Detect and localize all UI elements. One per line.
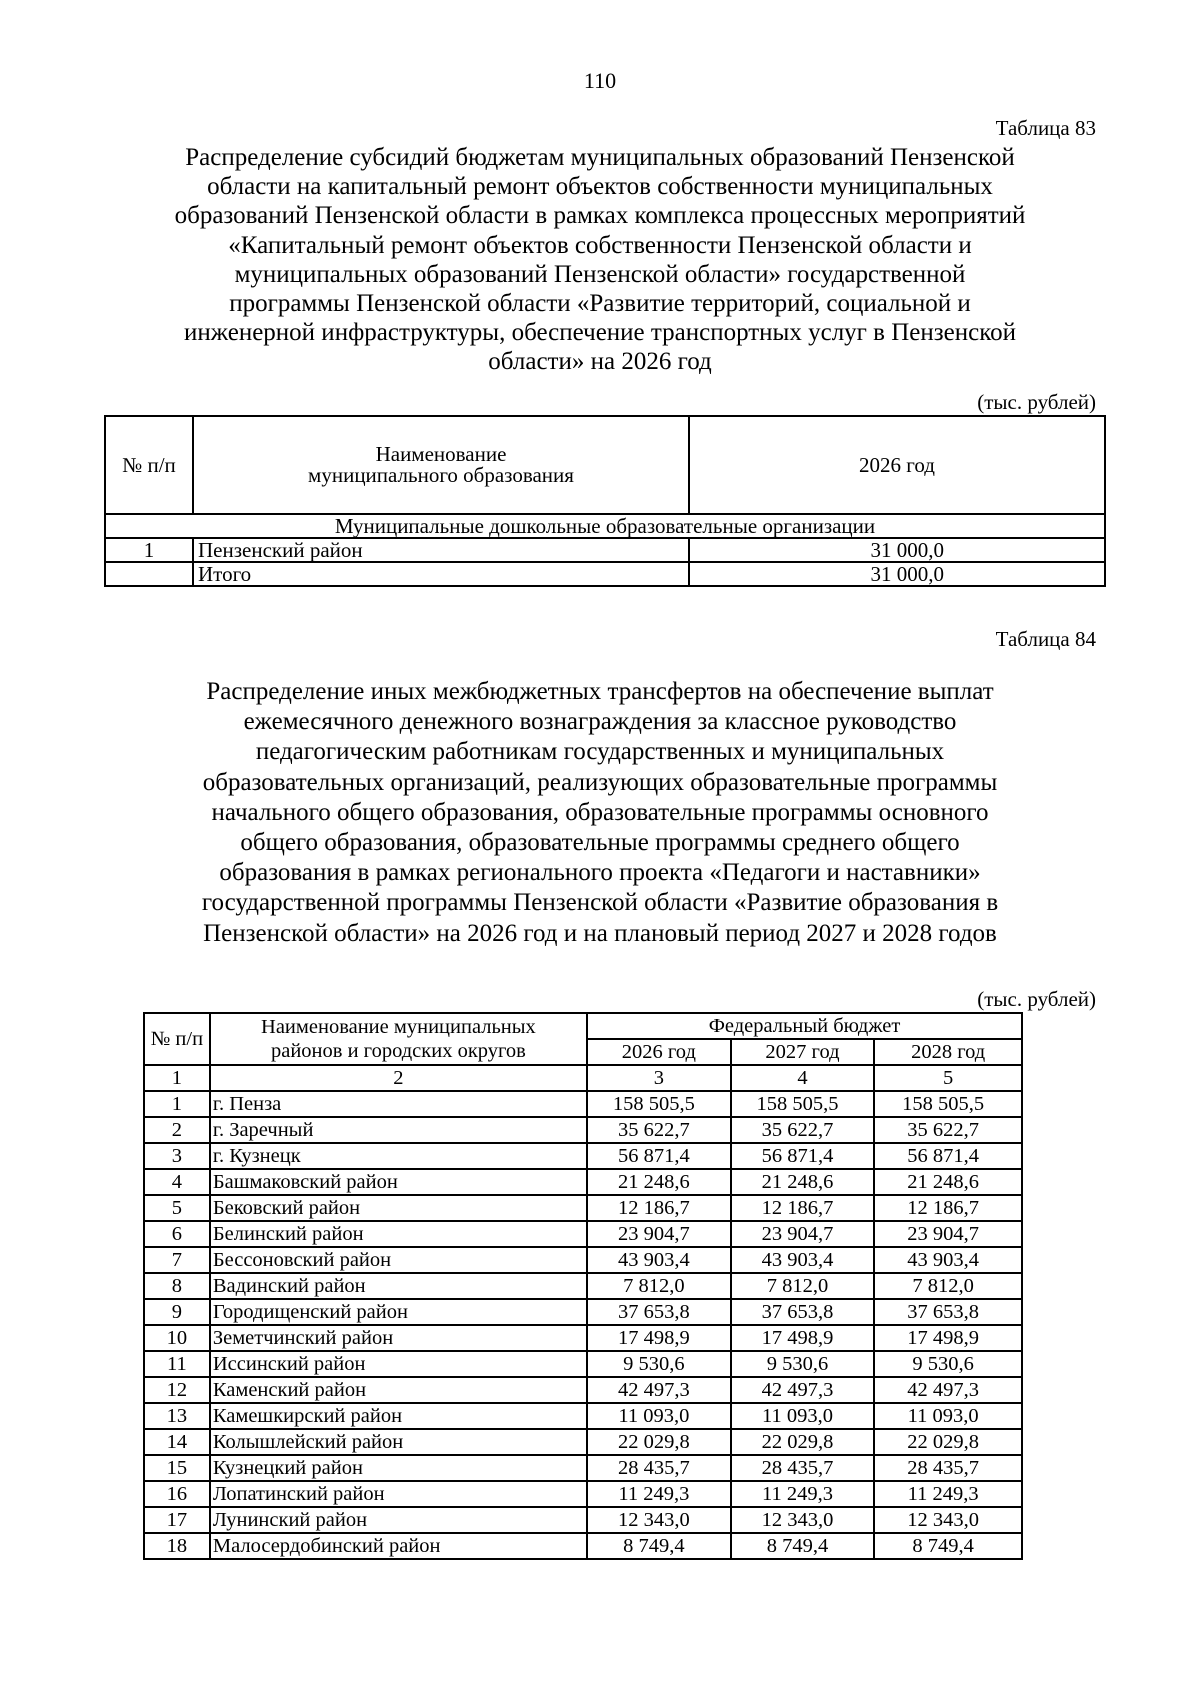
row-value: 17 498,9: [587, 1325, 731, 1351]
row-name: Малосердобинский район: [210, 1533, 587, 1559]
header-name: [210, 1013, 587, 1065]
row-value: 21 248,6: [874, 1169, 1022, 1195]
row-value: 8 749,4: [731, 1533, 875, 1559]
row-num: 3: [144, 1143, 210, 1169]
title-line: ежемесячного денежного вознаграждения за классное руководство: [243, 708, 957, 736]
table-84-label: Таблица 84: [995, 627, 1096, 651]
title-line: «Капитальный ремонт объектов собственности Пензенской области и: [228, 231, 972, 259]
row-value: 158 505,5: [587, 1091, 731, 1117]
row-name: г. Кузнецк: [210, 1143, 587, 1169]
header-year: 2026 год: [689, 416, 1105, 514]
table-row: [144, 1403, 1022, 1429]
row-value: 12 186,7: [731, 1195, 875, 1221]
row-num: 13: [144, 1403, 210, 1429]
row-num: 6: [144, 1221, 210, 1247]
row-value: 23 904,7: [587, 1221, 731, 1247]
row-num: 8: [144, 1273, 210, 1299]
title-line: начального общего образования, образовательные программы основного: [211, 798, 989, 826]
row-value: 158 505,5: [731, 1091, 875, 1117]
row-name: Итого: [193, 562, 689, 586]
section-row: [105, 514, 1105, 538]
row-name: Иссинский район: [210, 1351, 587, 1377]
row-value: 56 871,4: [587, 1143, 731, 1169]
title-line: области» на 2026 год: [488, 348, 712, 376]
table-83: [104, 415, 1106, 587]
row-value: 31 000,0: [689, 562, 1105, 586]
table-row: [144, 1221, 1022, 1247]
title-line: Пензенской области» на 2026 год и на плановый период 2027 и 2028 годов: [203, 919, 997, 947]
section-label: Муниципальные дошкольные образовательные организации: [105, 514, 1105, 538]
row-value: 12 343,0: [731, 1507, 875, 1533]
row-name: Лунинский район: [210, 1507, 587, 1533]
table-84: [143, 1012, 1023, 1560]
row-value: 9 530,6: [587, 1351, 731, 1377]
header-budget: Федеральный бюджет: [587, 1013, 1022, 1039]
table-row: [144, 1117, 1022, 1143]
title-line: педагогическим работникам государственных и муниципальных: [255, 738, 945, 766]
row-name: Земетчинский район: [210, 1325, 587, 1351]
row-name: Городищенский район: [210, 1299, 587, 1325]
row-value: 22 029,8: [587, 1429, 731, 1455]
table-row-total: [105, 562, 1105, 586]
row-value: 12 186,7: [587, 1195, 731, 1221]
row-name: Пензенский район: [193, 538, 689, 562]
col-number: 4: [731, 1065, 875, 1091]
table-row: [144, 1377, 1022, 1403]
row-value: 43 903,4: [874, 1247, 1022, 1273]
row-num: 7: [144, 1247, 210, 1273]
title-line: муниципальных образований Пензенской области» государственной: [234, 260, 966, 288]
table-row: [105, 538, 1105, 562]
header-name: [193, 416, 689, 514]
table-row: [144, 1455, 1022, 1481]
table-row: [144, 1429, 1022, 1455]
header-name-line: районов и городских округов: [270, 1040, 526, 1062]
row-num: 18: [144, 1533, 210, 1559]
row-value: 56 871,4: [731, 1143, 875, 1169]
row-value: 7 812,0: [731, 1273, 875, 1299]
row-num: 11: [144, 1351, 210, 1377]
row-num: 4: [144, 1169, 210, 1195]
row-name: Колышлейский район: [210, 1429, 587, 1455]
title-line: области на капитальный ремонт объектов собственности муниципальных: [207, 173, 993, 201]
row-value: 37 653,8: [731, 1299, 875, 1325]
table-83-unit: (тыс. рублей): [977, 390, 1096, 414]
row-value: 7 812,0: [874, 1273, 1022, 1299]
header-num: № п/п: [144, 1013, 210, 1065]
row-value: 9 530,6: [874, 1351, 1022, 1377]
row-value: 21 248,6: [731, 1169, 875, 1195]
table-row: [144, 1351, 1022, 1377]
header-name-line: Наименование муниципальных: [261, 1016, 536, 1038]
row-value: 11 249,3: [587, 1481, 731, 1507]
row-value: 22 029,8: [874, 1429, 1022, 1455]
header-year: 2028 год: [874, 1039, 1022, 1065]
row-value: 158 505,5: [874, 1091, 1022, 1117]
header-year: 2027 год: [731, 1039, 875, 1065]
row-num: 1: [144, 1091, 210, 1117]
table-row: [144, 1507, 1022, 1533]
row-value: 8 749,4: [874, 1533, 1022, 1559]
row-num: 2: [144, 1117, 210, 1143]
row-num: 9: [144, 1299, 210, 1325]
column-numbers-row: [144, 1065, 1022, 1091]
table-row: [144, 1143, 1022, 1169]
row-value: 37 653,8: [587, 1299, 731, 1325]
table-84-title: [100, 677, 1100, 949]
row-num: 5: [144, 1195, 210, 1221]
row-value: 37 653,8: [874, 1299, 1022, 1325]
header-name-line: муниципального образования: [308, 463, 574, 487]
table-83-title: [100, 143, 1100, 377]
row-value: 23 904,7: [731, 1221, 875, 1247]
row-value: 42 497,3: [874, 1377, 1022, 1403]
table-header-row: [144, 1013, 1022, 1039]
row-num: 16: [144, 1481, 210, 1507]
table-row: [144, 1325, 1022, 1351]
header-num: № п/п: [105, 416, 193, 514]
row-num: 15: [144, 1455, 210, 1481]
row-value: 9 530,6: [731, 1351, 875, 1377]
title-line: государственной программы Пензенской области «Развитие образования в: [201, 889, 999, 917]
row-value: 21 248,6: [587, 1169, 731, 1195]
row-num: 12: [144, 1377, 210, 1403]
row-value: 17 498,9: [874, 1325, 1022, 1351]
row-value: 23 904,7: [874, 1221, 1022, 1247]
row-value: 11 093,0: [587, 1403, 731, 1429]
table-row: [144, 1481, 1022, 1507]
row-name: г. Заречный: [210, 1117, 587, 1143]
row-value: 31 000,0: [689, 538, 1105, 562]
row-value: 35 622,7: [587, 1117, 731, 1143]
row-value: 28 435,7: [587, 1455, 731, 1481]
page-number: 110: [583, 68, 617, 93]
row-value: 11 093,0: [731, 1403, 875, 1429]
row-value: 11 249,3: [874, 1481, 1022, 1507]
row-value: 42 497,3: [731, 1377, 875, 1403]
row-name: Каменский район: [210, 1377, 587, 1403]
table-row: [144, 1299, 1022, 1325]
row-name: Лопатинский район: [210, 1481, 587, 1507]
col-number: 2: [210, 1065, 587, 1091]
title-line: программы Пензенской области «Развитие территорий, социальной и: [229, 290, 971, 318]
row-value: 12 343,0: [587, 1507, 731, 1533]
table-row: [144, 1195, 1022, 1221]
table-header-row: [105, 416, 1105, 514]
header-year: 2026 год: [587, 1039, 731, 1065]
table-row: [144, 1169, 1022, 1195]
table-83-label: Таблица 83: [995, 116, 1096, 140]
row-name: г. Пенза: [210, 1091, 587, 1117]
row-value: 22 029,8: [731, 1429, 875, 1455]
table-row: [144, 1273, 1022, 1299]
row-name: Вадинский район: [210, 1273, 587, 1299]
row-value: 43 903,4: [731, 1247, 875, 1273]
row-num: 1: [105, 538, 193, 562]
header-name-line: Наименование: [375, 442, 507, 466]
row-num: 14: [144, 1429, 210, 1455]
row-value: 11 249,3: [731, 1481, 875, 1507]
table-84-unit: (тыс. рублей): [977, 987, 1096, 1011]
row-value: 35 622,7: [874, 1117, 1022, 1143]
row-value: 12 186,7: [874, 1195, 1022, 1221]
table-row: [144, 1247, 1022, 1273]
table-84-body: [144, 1091, 1022, 1559]
row-name: Бессоновский район: [210, 1247, 587, 1273]
row-value: 17 498,9: [731, 1325, 875, 1351]
row-value: 42 497,3: [587, 1377, 731, 1403]
row-value: 43 903,4: [587, 1247, 731, 1273]
title-line: инженерной инфраструктуры, обеспечение транспортных услуг в Пензенской: [184, 319, 1016, 347]
table-row: [144, 1091, 1022, 1117]
row-value: 8 749,4: [587, 1533, 731, 1559]
title-line: Распределение субсидий бюджетам муниципальных образований Пензенской: [185, 144, 1015, 171]
row-name: Бековский район: [210, 1195, 587, 1221]
col-number: 3: [587, 1065, 731, 1091]
row-value: 7 812,0: [587, 1273, 731, 1299]
row-value: 28 435,7: [874, 1455, 1022, 1481]
title-line: Распределение иных межбюджетных трансфертов на обеспечение выплат: [206, 678, 994, 705]
title-line: образований Пензенской области в рамках комплекса процессных мероприятий: [174, 202, 1026, 230]
title-line: образовательных организаций, реализующих образовательные программы: [202, 768, 998, 796]
table-row: [144, 1533, 1022, 1559]
row-num: 10: [144, 1325, 210, 1351]
title-line: образования в рамках регионального проекта «Педагоги и наставники»: [219, 859, 981, 887]
row-value: 11 093,0: [874, 1403, 1022, 1429]
row-num: [105, 562, 193, 586]
row-name: Белинский район: [210, 1221, 587, 1247]
row-name: Кузнецкий район: [210, 1455, 587, 1481]
row-value: 56 871,4: [874, 1143, 1022, 1169]
row-num: 17: [144, 1507, 210, 1533]
col-number: 5: [874, 1065, 1022, 1091]
row-name: Башмаковский район: [210, 1169, 587, 1195]
row-value: 28 435,7: [731, 1455, 875, 1481]
col-number: 1: [144, 1065, 210, 1091]
title-line: общего образования, образовательные программы среднего общего: [240, 829, 960, 857]
row-value: 12 343,0: [874, 1507, 1022, 1533]
row-name: Камешкирский район: [210, 1403, 587, 1429]
row-value: 35 622,7: [731, 1117, 875, 1143]
